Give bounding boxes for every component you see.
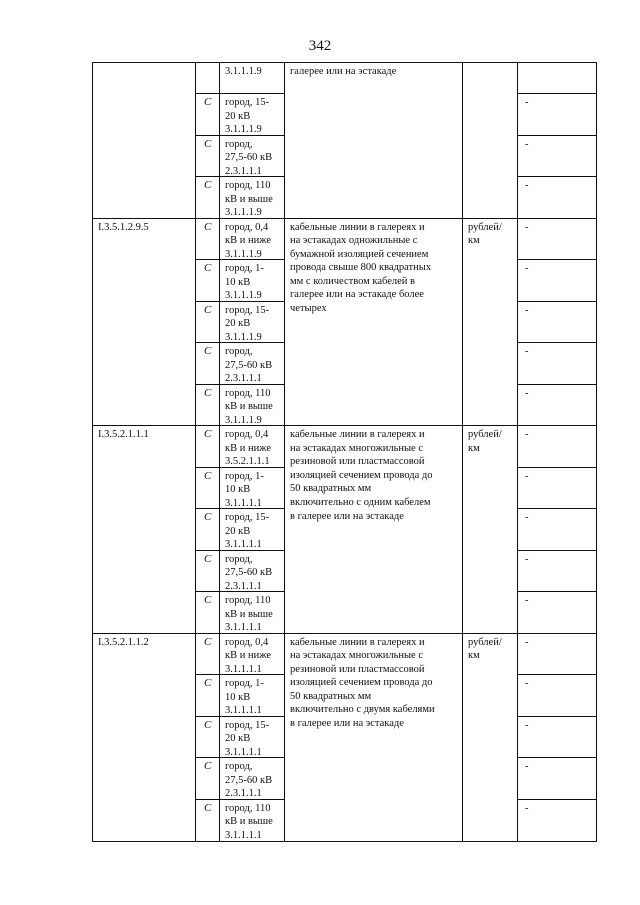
table-cell-value: -	[518, 177, 596, 219]
table-cell-tariff: 3.1.1.1.9	[220, 63, 285, 94]
table-cell-value: -	[518, 551, 596, 593]
table-cell-tariff: город, 1- 10 кВ 3.1.1.1.1	[220, 675, 285, 717]
tariff-table	[92, 62, 597, 842]
table-cell-value: -	[518, 675, 596, 717]
table-cell-description: кабельные линии в галереях и на эстакадах многожильные с резиновой или пластмассовой изоляцией сечением провода до 50 квадратных мм включительно с двумя кабелями в галерее или на эстакаде	[285, 634, 463, 842]
table-cell-value: -	[518, 136, 596, 178]
table-cell-class: C	[196, 758, 220, 800]
table-cell-tariff: город, 15- 20 кВ 3.1.1.1.9	[220, 302, 285, 344]
table-cell-class: C	[196, 592, 220, 634]
table-cell-class: C	[196, 260, 220, 302]
table-cell-tariff: город, 27,5-60 кВ 2.3.1.1.1	[220, 758, 285, 800]
table-cell-value: -	[518, 94, 596, 136]
table-cell-class: C	[196, 468, 220, 510]
table-cell-tariff: город, 1- 10 кВ 3.1.1.1.1	[220, 468, 285, 510]
table-cell-value	[518, 63, 596, 94]
table-cell-tariff: город, 15- 20 кВ 3.1.1.1.9	[220, 94, 285, 136]
table-cell-value: -	[518, 302, 596, 344]
table-cell-description: кабельные линии в галереях и на эстакадах одножильные с бумажной изоляцией сечением провода свыше 800 квадратных мм с количеством кабелей в галерее или на эстакаде более четырех	[285, 219, 463, 427]
table-cell-tariff: город, 110 кВ и выше 3.1.1.1.1	[220, 592, 285, 634]
table-cell-value: -	[518, 592, 596, 634]
table-cell-tariff: город, 0,4 кВ и ниже 3.5.2.1.1.1	[220, 426, 285, 468]
table-cell-tariff: город, 0,4 кВ и ниже 3.1.1.1.1	[220, 634, 285, 676]
table-cell-tariff: город, 27,5-60 кВ 2.3.1.1.1	[220, 551, 285, 593]
table-cell-value: -	[525, 802, 529, 814]
table-cell-class: C	[196, 509, 220, 551]
table-cell-class: C	[196, 343, 220, 385]
table-cell-class: C	[196, 675, 220, 717]
table-cell-value: -	[518, 343, 596, 385]
table-cell-class: C	[196, 551, 220, 593]
table-cell-code: I.3.5.2.1.1.2	[93, 634, 196, 842]
table-cell-tariff: город, 27,5-60 кВ 2.3.1.1.1	[220, 136, 285, 178]
table-cell-value: -	[518, 634, 596, 676]
table-cell-code: I.3.5.1.2.9.5	[93, 219, 196, 427]
table-cell-tariff: город, 15- 20 кВ 3.1.1.1.1	[220, 509, 285, 551]
table-cell-tariff: город, 15- 20 кВ 3.1.1.1.1	[220, 717, 285, 759]
table-cell-value: -	[518, 509, 596, 551]
table-cell-tariff: город, 110 кВ и выше 3.1.1.1.1	[220, 800, 285, 842]
table-cell-class: C	[196, 426, 220, 468]
table-cell-class: C	[196, 800, 220, 842]
table-cell-value: -	[518, 758, 596, 800]
table-cell-tariff: город, 110 кВ и выше 3.1.1.1.9	[220, 177, 285, 219]
table-cell-class	[196, 63, 220, 94]
table-cell-unit: рублей/ км	[463, 634, 518, 842]
table-cell-tariff: город, 1- 10 кВ 3.1.1.1.9	[220, 260, 285, 302]
table-cell-value: -	[518, 468, 596, 510]
table-cell-tariff: город, 0,4 кВ и ниже 3.1.1.1.9	[220, 219, 285, 261]
table-cell-class: C	[196, 302, 220, 344]
table-cell-description: кабельные линии в галереях и на эстакадах многожильные с резиновой или пластмассовой изоляцией сечением провода до 50 квадратных мм включительно с одним кабелем в галерее или на эстакаде	[285, 426, 463, 634]
table-cell-class: C	[196, 219, 220, 261]
table-cell-value: -	[518, 426, 596, 468]
table-cell-unit: рублей/ км	[463, 219, 518, 427]
table-cell-tariff: город, 110 кВ и выше 3.1.1.1.9	[220, 385, 285, 427]
table-cell-unit	[463, 63, 518, 219]
table-cell-description: галерее или на эстакаде	[285, 63, 463, 219]
table-cell-class: C	[196, 634, 220, 676]
table-cell-code	[93, 63, 196, 219]
table-cell-class: C	[196, 136, 220, 178]
table-cell-class: C	[196, 717, 220, 759]
table-cell-class: C	[196, 385, 220, 427]
table-cell-value: -	[518, 260, 596, 302]
table-cell-class: C	[196, 94, 220, 136]
table-cell-value: -	[518, 717, 596, 759]
table-cell-value: -	[518, 219, 596, 261]
table-cell-value: -	[518, 385, 596, 427]
table-cell-class: C	[196, 177, 220, 219]
page-number: 342	[308, 38, 332, 54]
table-cell-code: I.3.5.2.1.1.1	[93, 426, 196, 634]
table-cell-tariff: город, 27,5-60 кВ 2.3.1.1.1	[220, 343, 285, 385]
table-cell-unit: рублей/ км	[463, 426, 518, 634]
